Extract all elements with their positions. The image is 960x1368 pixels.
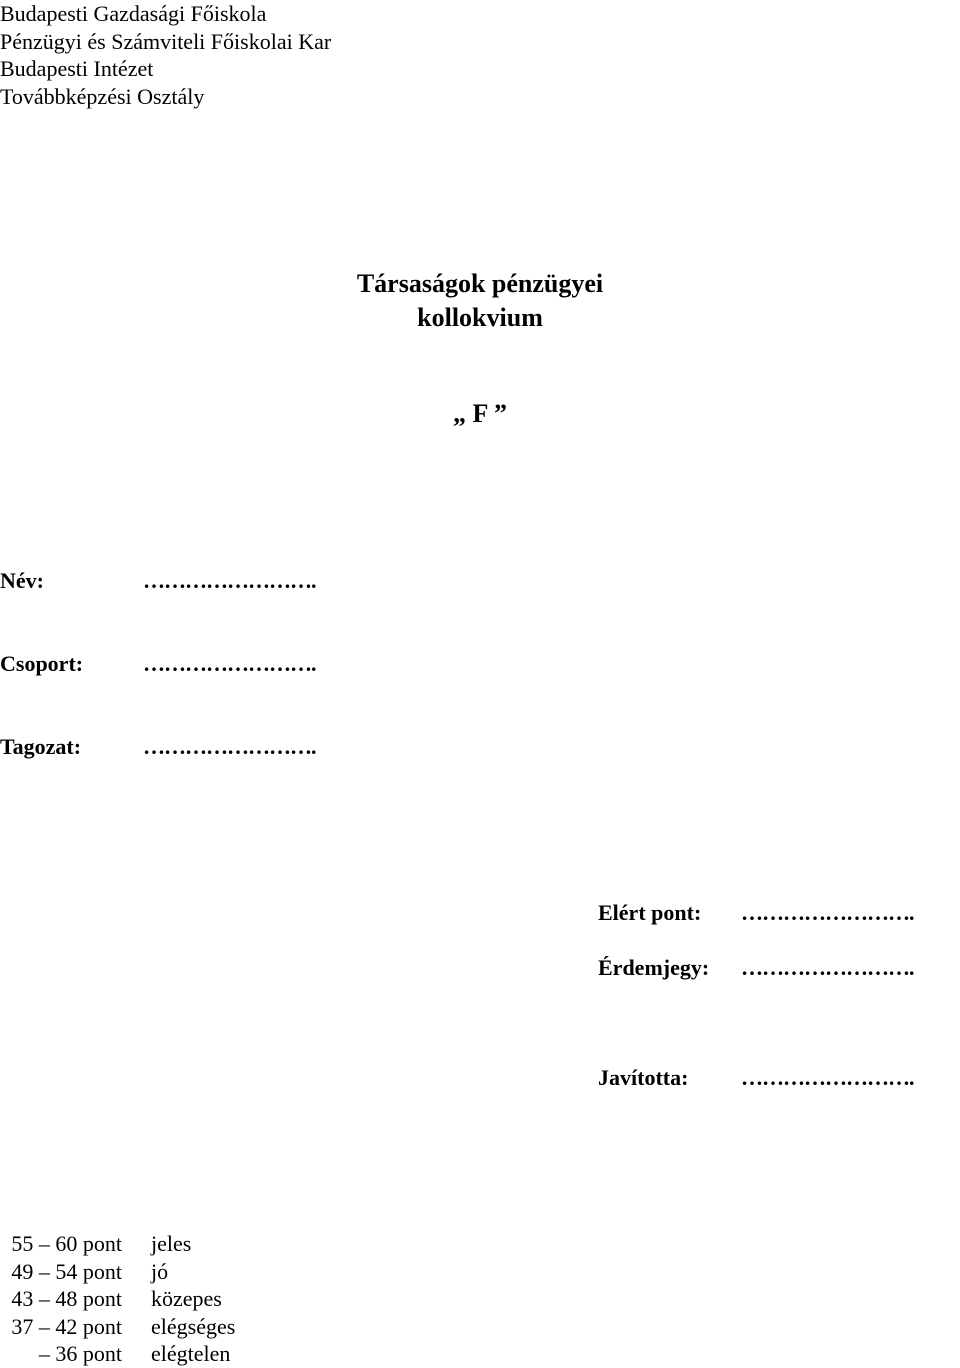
group-blank: ……………………. bbox=[143, 651, 316, 676]
grade-label: Érdemjegy: bbox=[598, 955, 710, 980]
grading-range: – 36 pont bbox=[38, 1341, 122, 1366]
grade-blank: ……………………. bbox=[741, 955, 914, 980]
grading-grade: elégséges bbox=[151, 1313, 236, 1339]
grading-grade: elégtelen bbox=[151, 1341, 231, 1366]
points-blank: ……………………. bbox=[741, 900, 914, 925]
name-label: Név: bbox=[0, 568, 44, 593]
grading-range: 49 – 54 pont bbox=[11, 1258, 122, 1284]
grading-grade: jeles bbox=[151, 1231, 192, 1256]
grading-range: 37 – 42 pont bbox=[11, 1313, 122, 1339]
name-blank: ……………………. bbox=[143, 568, 316, 593]
exam-subtitle: kollokvium bbox=[417, 303, 543, 332]
exam-variant: „ F ” bbox=[453, 399, 507, 428]
grading-grade: jó bbox=[151, 1258, 169, 1284]
exam-title: Társaságok pénzügyei bbox=[356, 269, 604, 298]
institution-header bbox=[0, 0, 331, 110]
group-label: Csoport: bbox=[0, 651, 84, 676]
corrected-by-label: Javította: bbox=[598, 1065, 689, 1090]
institute-name: Budapesti Intézet bbox=[0, 56, 154, 81]
faculty-name: Pénzügyi és Számviteli Főiskolai Kar bbox=[0, 28, 332, 54]
corrected-by-blank: ……………………. bbox=[741, 1065, 914, 1090]
grading-range: 43 – 48 pont bbox=[11, 1286, 122, 1311]
points-label: Elért pont: bbox=[598, 900, 702, 925]
grading-range: 55 – 60 pont bbox=[11, 1231, 122, 1256]
grading-grade: közepes bbox=[151, 1286, 222, 1311]
institution-name: Budapesti Gazdasági Főiskola bbox=[0, 1, 267, 26]
division-blank: ……………………. bbox=[143, 734, 316, 759]
division-label: Tagozat: bbox=[0, 734, 82, 759]
department-name: Továbbképzési Osztály bbox=[0, 83, 205, 109]
